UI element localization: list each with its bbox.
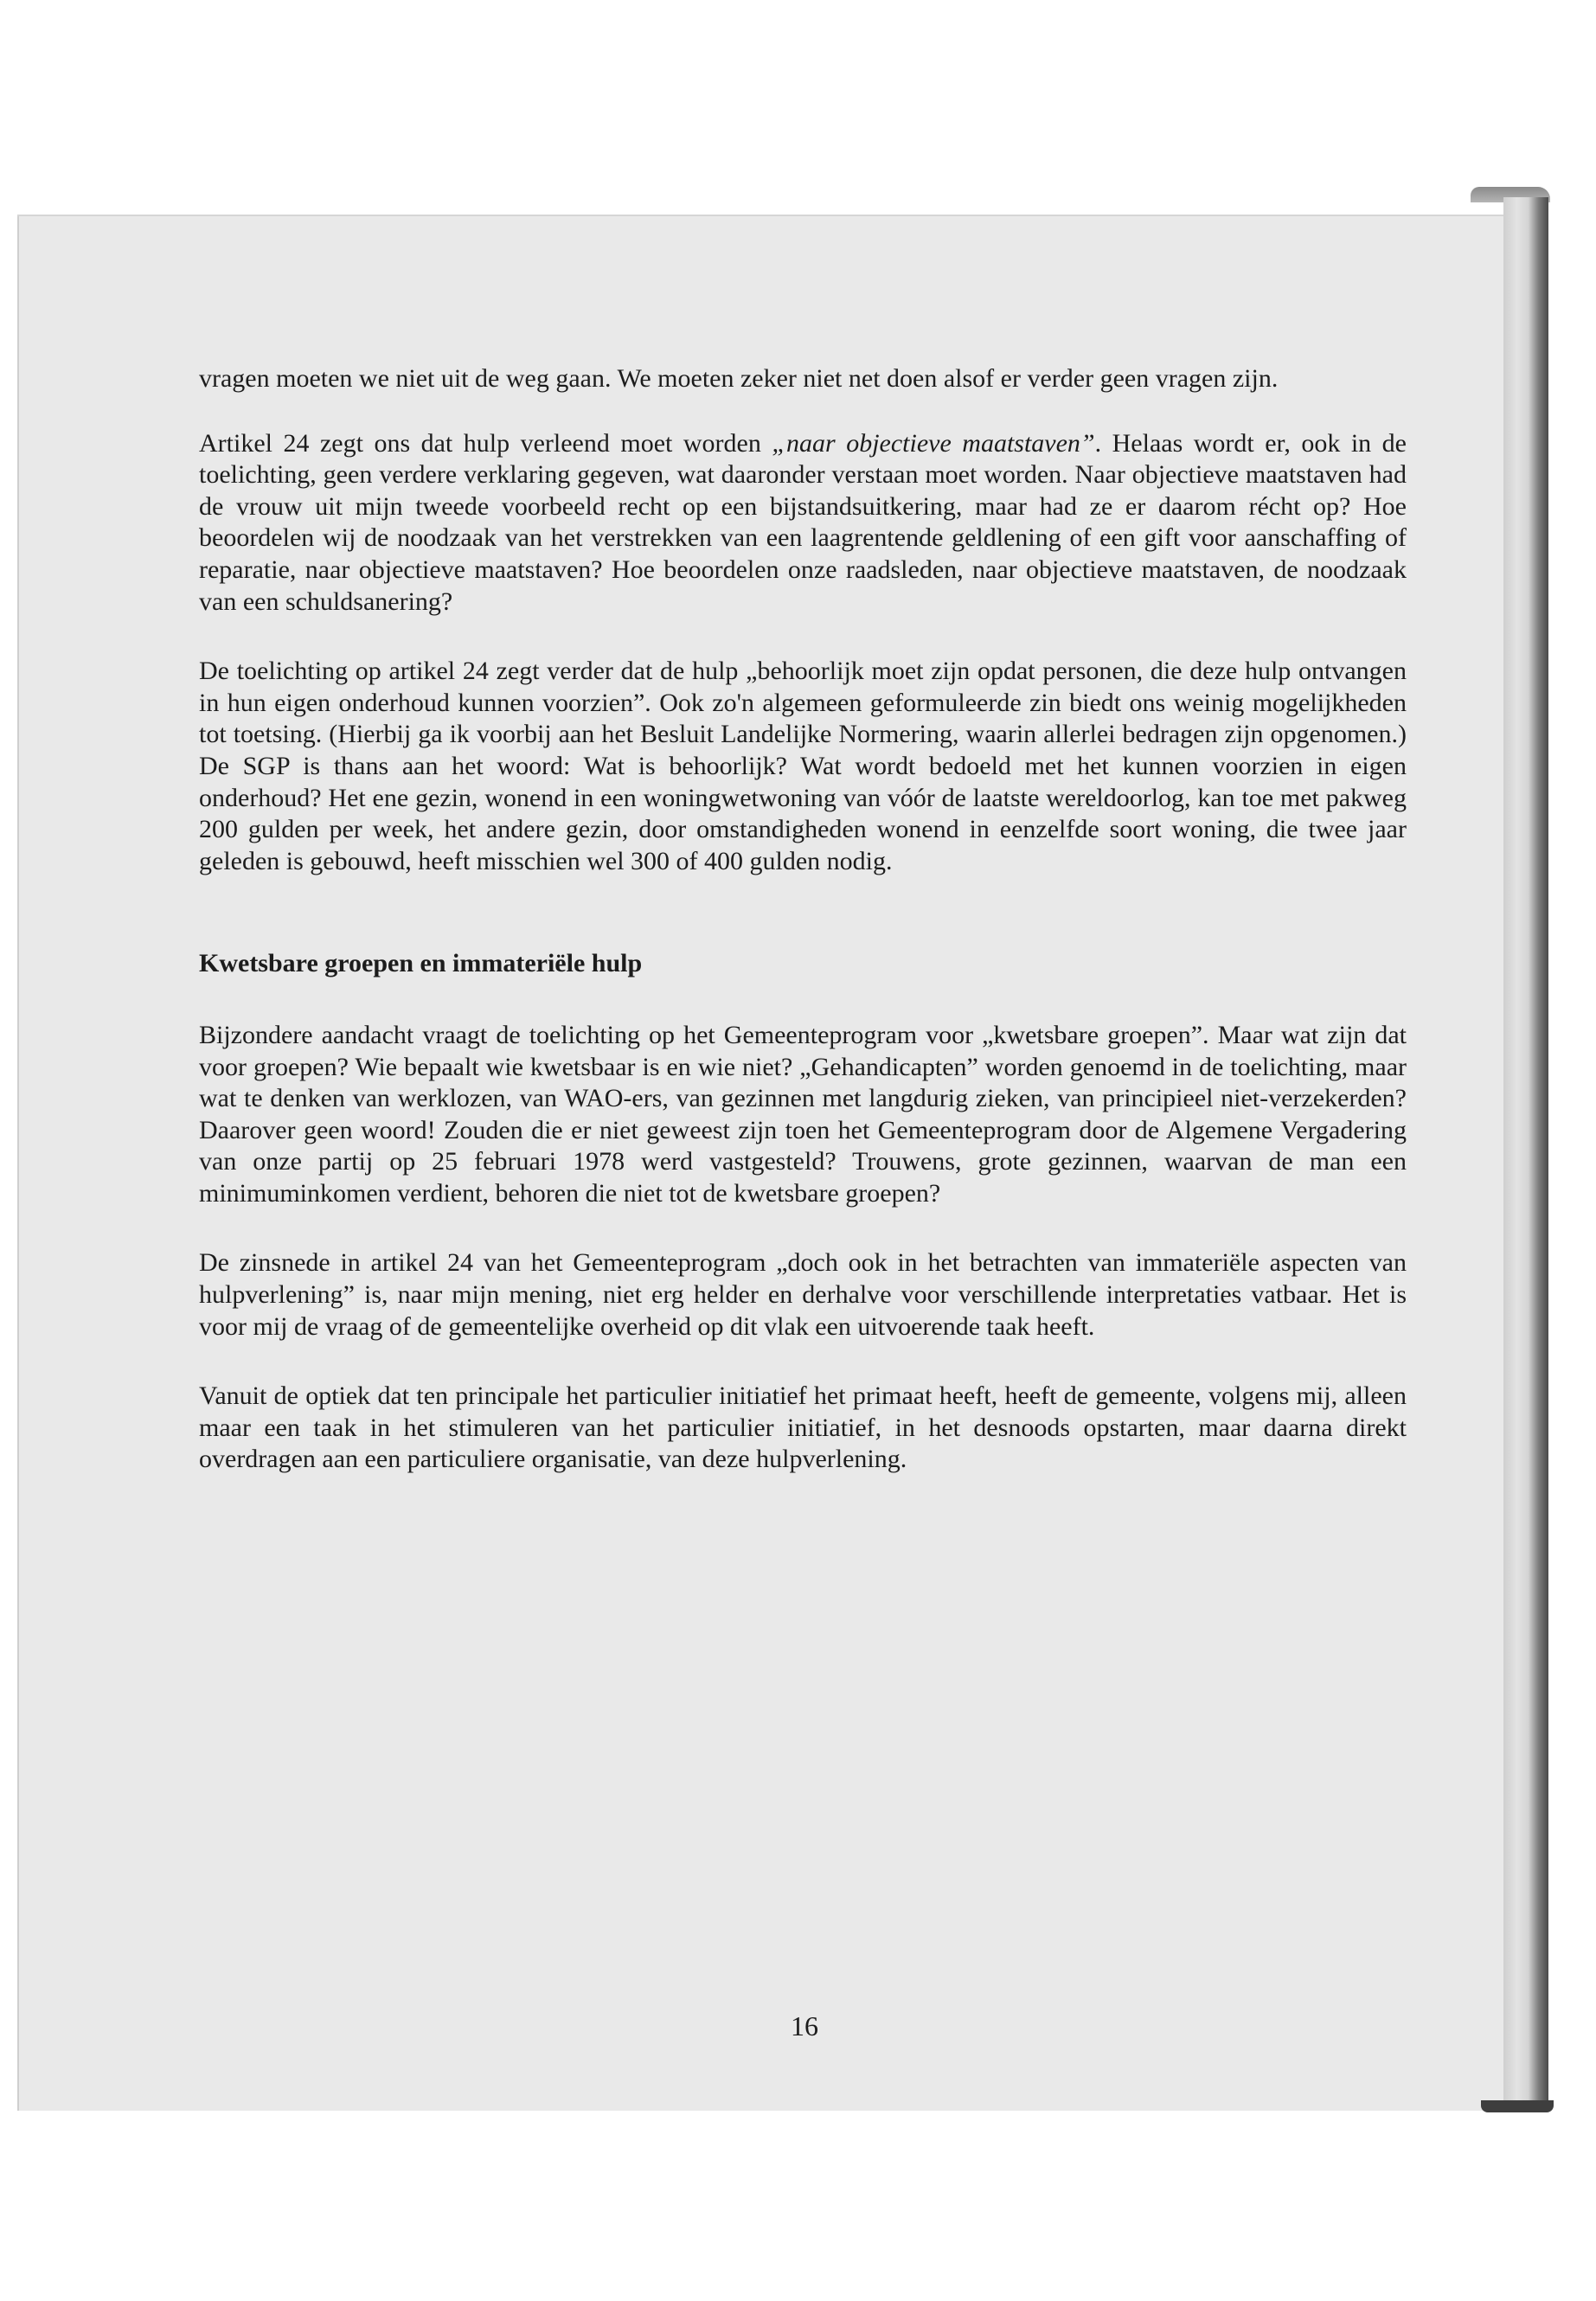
paragraph-immateriele-aspecten: De zinsnede in artikel 24 van het Gemeenteprogram „doch ook in het betrachten van immateriële aspecten van hulpverlening” is, naar mijn mening, niet erg helder en derhalve voor verschillende interpretaties vatbaar. Het is voor mij de vraag of de gemeentelijke overheid op dit vlak een uitvoerende taak heeft. <box>199 1248 1407 1341</box>
paragraph-toelichting: De toelichting op artikel 24 zegt verder dat de hulp „behoorlijk moet zijn opdat personen, die deze hulp ontvangen in hun eigen onderhoud kunnen voorzien”. Ook zo'n algemeen geformuleerde zin biedt ons weinig mogelijkheden tot toetsing. (Hierbij ga ik voorbij aan het Besluit Landelijke Normering, waarin allerlei bedragen zijn opgenomen.) De SGP is thans aan het woord: Wat is behoorlijk? Wat wordt bedoeld met het kunnen voorzien in eigen onderhoud? Het ene gezin, wonend in een woningwetwoning van vóór de laatste wereldoorlog, kan toe met pakweg 200 gulden per week, het andere gezin, door omstandigheden wonend in eenzelfde soort woning, die twee jaar geleden is gebouwd, heeft misschien wel 300 of 400 gulden nodig. <box>199 657 1407 875</box>
book-spine-bottom <box>1481 2100 1554 2112</box>
paragraph-continuation: vragen moeten we niet uit de weg gaan. We moeten zeker niet net doen alsof er verder geen vragen zijn. <box>199 364 1279 393</box>
paragraph-kwetsbare-groepen: Bijzondere aandacht vraagt de toelichting op het Gemeenteprogram voor „kwetsbare groepen”. Maar wat zijn dat voor groepen? Wie bepaalt wie kwetsbaar is en wie niet? „Gehandicapten” worden genoemd in de toelichting, maar wat te denken van werklozen, van WAO-ers, van gezinnen met langdurig zieken, van principieel niet-verzekerden? Daarover geen woord! Zouden die er niet geweest zijn toen het Gemeenteprogram door de Algemene Vergadering van onze partij op 25 februari 1978 werd vastgesteld? Trouwens, grote gezinnen, waarvan de man een minimuminkomen verdient, behoren die niet tot de kwetsbare groepen? <box>199 1020 1407 1208</box>
page-text-body <box>199 363 1407 1514</box>
paragraph-particulier-initiatief: Vanuit de optiek dat ten principale het particulier initiatief het primaat heeft, heeft de gemeente, volgens mij, alleen maar een taak in het stimuleren van het particulier initiatief, in het desnoods opstarten, maar daarna direkt overdragen aan een particuliere organisatie, van deze hulpverlening. <box>199 1381 1407 1474</box>
paragraph-artikel-24-start: Artikel 24 zegt ons dat hulp verleend moet worden <box>199 428 772 458</box>
section-heading: Kwetsbare groepen en immateriële hulp <box>199 949 643 978</box>
paragraph-artikel-24 <box>199 428 1407 619</box>
quote-objectieve-maatstaven: „naar objectieve maatstaven” <box>772 428 1095 458</box>
page-number: 16 <box>791 2010 818 2041</box>
book-spine <box>1503 197 1548 2109</box>
paragraph-artikel-24-rest: . Helaas wordt er, ook in de toelichting, geen verdere verklaring gegeven, wat daaronder verstaan moet worden. Naar objectieve maatstaven had de vrouw uit mijn tweede voorbeeld recht op een bijstandsuitkering, maar had ze er daarom récht op? Hoe beoordelen wij de noodzaak van het verstrekken van een laagrentende geldlening of een gift voor aanschaffing of reparatie, naar objectieve maatstaven? Hoe beoordelen onze raadsleden, naar objectieve maatstaven, de noodzaak van een schuldsanering? <box>199 428 1407 616</box>
